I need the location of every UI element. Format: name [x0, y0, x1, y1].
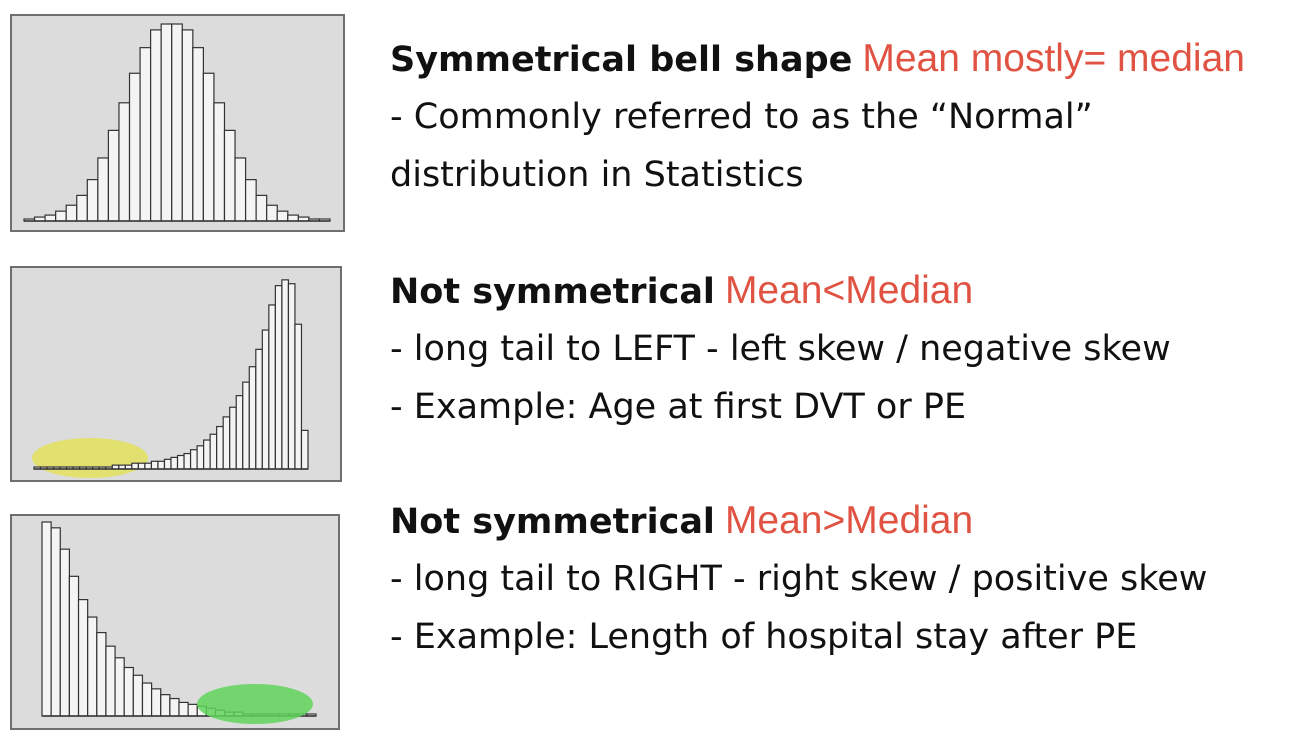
histogram-bar: [193, 48, 204, 221]
histogram-bar: [230, 407, 237, 469]
section-heading-row: [390, 30, 1245, 88]
histogram-bar: [182, 30, 193, 221]
histogram-bar: [277, 211, 288, 221]
histogram-bar: [56, 211, 67, 221]
section-right-skew: [390, 492, 1207, 666]
left-skew-histogram-panel: [10, 266, 342, 482]
histogram-bar: [203, 73, 214, 221]
section-heading: Symmetrical bell shape: [390, 40, 853, 80]
section-heading-row: [390, 492, 1207, 550]
histogram-bar: [77, 195, 88, 221]
histogram-bar: [295, 324, 302, 469]
mean-median-note: Mean mostly= median: [862, 37, 1245, 80]
histogram-bar: [115, 658, 124, 716]
histogram-bar: [161, 24, 172, 221]
description-line: - Example: Length of hospital stay after PE: [390, 617, 1138, 657]
histogram-bar: [288, 284, 295, 469]
histogram-bar: [98, 158, 109, 221]
histogram-bar: [151, 30, 162, 221]
histogram-bar: [256, 195, 267, 221]
symmetric-histogram-panel: [10, 14, 345, 232]
histogram-bar: [130, 73, 141, 221]
histogram-bar: [217, 427, 224, 469]
section-heading: Not symmetrical: [390, 502, 715, 542]
histogram-bar: [178, 455, 185, 469]
histogram-bar: [60, 549, 69, 716]
histogram-bar: [45, 215, 56, 221]
histogram-bar: [170, 699, 179, 716]
histogram-bar: [262, 330, 269, 469]
histogram-bar: [79, 600, 88, 716]
histogram-bar: [132, 463, 139, 469]
section-left-skew: [390, 262, 1171, 436]
section-heading-row: [390, 262, 1171, 320]
histogram-bar: [282, 280, 289, 469]
histogram-bar: [301, 430, 308, 469]
histogram-bar: [161, 695, 170, 716]
histogram-bar: [164, 459, 171, 469]
histogram-bar: [51, 528, 60, 716]
description-line: - long tail to LEFT - left skew / negative skew: [390, 329, 1171, 369]
histogram-bar: [171, 457, 178, 469]
histogram-bar: [236, 396, 243, 469]
histogram-bar: [249, 367, 256, 469]
description-line: - Commonly referred to as the “Normal”: [390, 97, 1093, 137]
histogram-bar: [145, 463, 152, 469]
histogram-bar: [133, 675, 142, 716]
histogram-bar: [267, 205, 278, 221]
histogram-bar: [246, 180, 257, 221]
histogram-bar: [108, 130, 119, 221]
description-line: - long tail to RIGHT - right skew / positive skew: [390, 559, 1208, 599]
histogram-bar: [69, 576, 78, 716]
histogram-bar: [191, 450, 198, 469]
histogram-bar: [66, 205, 77, 221]
histogram-bar: [179, 702, 188, 716]
symmetric-histogram: [12, 16, 343, 230]
histogram-bar: [152, 689, 161, 716]
histogram-bar: [151, 461, 158, 469]
histogram-bar: [275, 286, 282, 469]
histogram-bar: [158, 461, 165, 469]
description-line: distribution in Statistics: [390, 155, 804, 195]
histogram-bar: [106, 646, 115, 716]
histogram-bar: [119, 103, 130, 221]
histogram-bar: [269, 305, 276, 469]
histogram-bar: [88, 617, 97, 716]
section-symmetric: [390, 30, 1245, 204]
histogram-bar: [204, 440, 211, 469]
histogram-bar: [214, 103, 225, 221]
histogram-bar: [235, 158, 246, 221]
histogram-bar: [224, 130, 235, 221]
histogram-bar: [210, 434, 217, 469]
right-skew-histogram-panel: [10, 514, 340, 730]
description-line: - Example: Age at first DVT or PE: [390, 387, 967, 427]
right-skew-histogram: [12, 516, 338, 728]
left-skew-histogram: [12, 268, 340, 480]
histogram-bar: [97, 633, 106, 716]
histogram-bar: [140, 48, 151, 221]
histogram-bar: [243, 382, 250, 469]
histogram-bar: [172, 24, 183, 221]
mean-median-note: Mean>Median: [724, 499, 974, 542]
histogram-column: [0, 0, 348, 734]
histogram-bar: [288, 215, 299, 221]
right-tail-highlight: [197, 684, 313, 724]
histogram-bar: [142, 683, 151, 716]
histogram-bar: [184, 454, 191, 469]
mean-median-note: Mean<Median: [724, 269, 974, 312]
histogram-bar: [256, 349, 263, 469]
section-heading: Not symmetrical: [390, 272, 715, 312]
histogram-bar: [42, 522, 51, 716]
left-tail-highlight: [32, 438, 148, 478]
histogram-bar: [197, 446, 204, 469]
histogram-bar: [138, 463, 145, 469]
histogram-bar: [188, 704, 197, 716]
histogram-bar: [124, 668, 133, 717]
histogram-bar: [87, 180, 98, 221]
histogram-bar: [223, 417, 230, 469]
